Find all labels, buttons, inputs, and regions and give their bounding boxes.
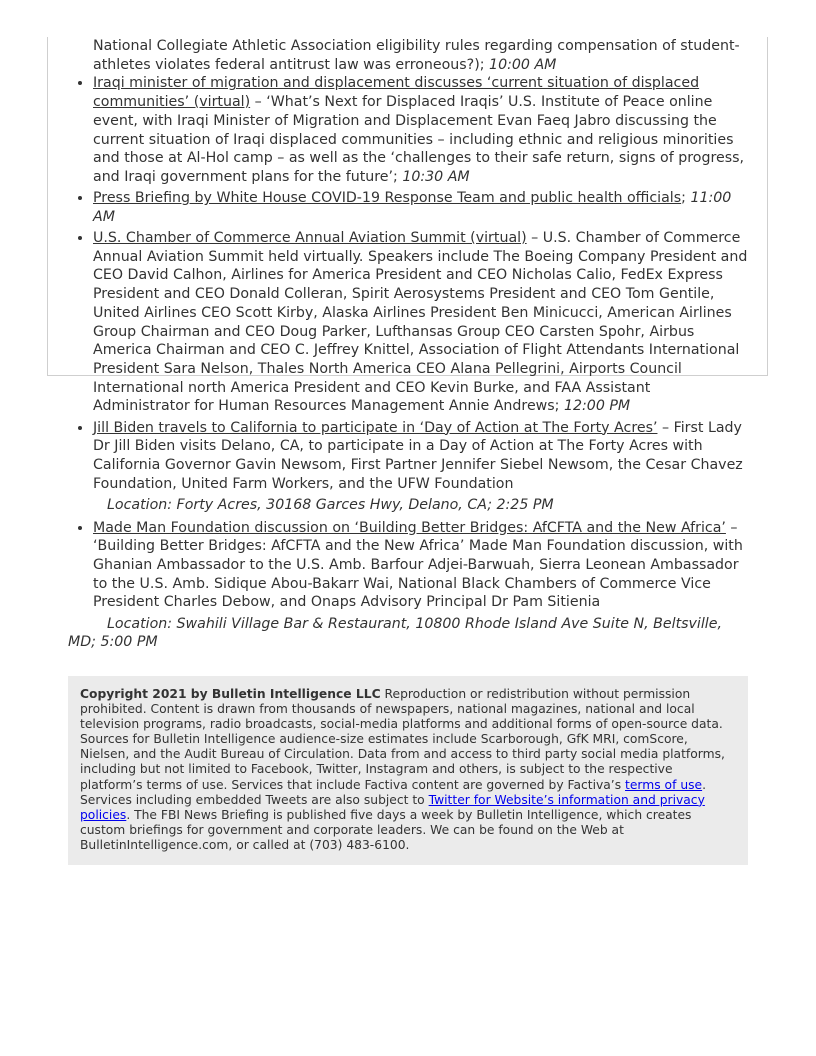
event-location: Location: Swahili Village Bar & Restaurant, 10800 Rhode Island Ave Suite N, Beltsville, MD; 5:00 PM: [68, 615, 722, 651]
event-list: [68, 74, 748, 493]
event-link-iraqi-minister[interactable]: Iraqi minister of migration and displacement discusses ‘current situation of displaced communities’ (virtual): [93, 75, 700, 111]
event-time: 10:30 AM: [402, 168, 470, 185]
event-desc: – ‘Building Better Bridges: AfCFTA and the New Africa’ Made Man Foundation discussion, with Ghanian Ambassador to the U.S. Amb. Barfour Adjei-Barwuah, Sierra Leonean Ambassador to the U.S. Amb. Sidique Abou-Bakarr Wai, National Black Chambers of Commerce Vice President Charles Debow, and Onaps Advisory Principal Dr Pam Sitienia: [93, 519, 743, 611]
continued-item: [93, 37, 748, 74]
briefing-content: [68, 37, 748, 655]
list-item: [93, 519, 748, 613]
list-item: [93, 419, 748, 494]
list-item: [93, 229, 748, 416]
event-time: 11:00 AM: [93, 190, 732, 225]
copyright-text: Reproduction or redistribution without permission prohibited. Content is drawn from thousands of newspapers, national magazines, national and local television programs, radio broadcasts, social-media platforms and additional forms of open-source data. Sources for Bulletin Intelligence audience-size estimates include Scarborough, GfK MRI, comScore, Nielsen, and the Audit Bureau of Circulation. Data from and access to third party social media platforms, including but not limited to Facebook, Twitter, Instagram and others, is subject to the respective platform’s terms of use. Services that include Factiva content are governed by Factiva’s: [80, 687, 725, 792]
list-item: [93, 74, 748, 186]
copyright-text: . Services including embedded Tweets are also subject to: [80, 777, 707, 807]
copyright-notice: [68, 676, 748, 865]
event-link-aviation-summit[interactable]: U.S. Chamber of Commerce Annual Aviation Summit (virtual): [93, 230, 527, 247]
copyright-text: . The FBI News Briefing is published five days a week by Bulletin Intelligence, which creates custom briefings for government and corporate leaders. We can be found on the Web at BulletinIntelligence.com, or called at (703) 483-6100.: [80, 807, 692, 852]
twitter-policy-link[interactable]: Twitter for Website’s information and privacy policies: [80, 792, 705, 822]
event-link-covid-briefing[interactable]: Press Briefing by White House COVID-19 Response Team and public health officials: [93, 190, 682, 207]
event-list: [68, 519, 748, 613]
event-desc: – First Lady Dr Jill Biden visits Delano, CA, to participate in a Day of Action at The Forty Acres with California Governor Gavin Newsom, First Partner Jennifer Siebel Newsom, the Cesar Chavez Foundation, United Farm Workers, and the UFW Foundation: [93, 419, 743, 492]
list-item: [93, 189, 748, 226]
event-time: 12:00 PM: [563, 398, 631, 415]
continued-time: 10:00 AM: [489, 56, 557, 73]
event-location: Location: Forty Acres, 30168 Garces Hwy, Delano, CA; 2:25 PM: [107, 496, 554, 513]
event-link-made-man[interactable]: Made Man Foundation discussion on ‘Building Better Bridges: AfCFTA and the New Africa’: [93, 519, 726, 536]
copyright-heading: Copyright 2021 by Bulletin Intelligence LLC: [80, 687, 381, 701]
event-desc: – U.S. Chamber of Commerce Annual Aviation Summit held virtually. Speakers include The Boeing Company President and CEO David Calhon, Airlines for America President and CEO Nicholas Calio, FedEx Express President and CEO Donald Colleran, Spirit Aerosystems President and CEO Tom Gentile, United Airlines CEO Scott Kirby, Alaska Airlines President Ben Minicucci, American Airlines Group Chairman and CEO Doug Parker, Lufthansas Group CEO Carsten Spohr, Airbus America Chairman and CEO C. Jeffrey Knittel, Association of Flight Attendants International President Sara Nelson, Thales North America CEO Alana Pellegrini, Airports Council International north America President and CEO Kevin Burke, and FAA Assistant Administrator for Human Resources Management Annie Andrews;: [93, 230, 748, 415]
terms-of-use-link[interactable]: terms of use: [625, 777, 703, 792]
event-desc: ;: [681, 190, 691, 207]
event-link-jill-biden[interactable]: Jill Biden travels to California to participate in ‘Day of Action at The Forty Acres’: [93, 419, 658, 436]
continued-text: National Collegiate Athletic Association eligibility rules regarding compensation of student-athletes violates federal antitrust law was erroneous?);: [93, 38, 740, 73]
event-desc: – ‘What’s Next for Displaced Iraqis’ U.S. Institute of Peace online event, with Iraqi Minister of Migration and Displacement Evan Faeq Jabro discussing the current situation of Iraqi displaced communities – including ethnic and religious minorities and those at Al-Hol camp – as well as the ‘challenges to their safe return, signs of progress, and Iraqi government plans for the future’;: [93, 94, 744, 185]
